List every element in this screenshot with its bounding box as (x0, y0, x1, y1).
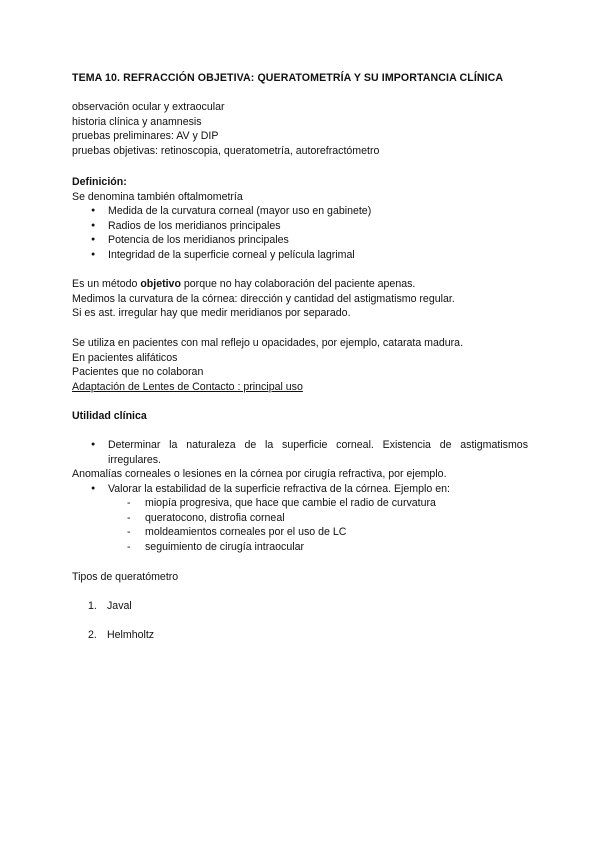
definition-section (72, 175, 530, 204)
utility-bullets-1 (91, 438, 528, 467)
utility-bullets-2 (91, 482, 530, 497)
text-span: porque no hay colaboración del paciente apenas. (180, 278, 416, 290)
usage-paragraph (72, 336, 530, 394)
utility-text: Anomalías corneales o lesiones en la córnea por cirugía refractiva, por ejemplo. (72, 468, 447, 480)
definition-heading: Definición: (72, 176, 127, 188)
list-item: - queratocono, distrofia corneal (127, 511, 436, 526)
list-item: ● Medida de la curvatura corneal (mayor uso en gabinete) (91, 204, 530, 219)
usage-line-3: Pacientes que no colaboran (72, 366, 204, 379)
definition-bullets (91, 204, 530, 262)
list-item: - miopía progresiva, que hace que cambie el radio de curvatura (127, 496, 436, 511)
intro-line: pruebas preliminares: AV y DIP (72, 130, 219, 143)
intro-line: pruebas objetivas: retinoscopia, queratometría, autorefractómetro (72, 144, 380, 157)
item-label: Javal (107, 600, 132, 612)
list-item: ● Radios de los meridianos principales (91, 219, 530, 234)
item-number: 1. (88, 600, 97, 612)
list-item (88, 628, 154, 643)
usage-line-1: Se utiliza en pacientes con mal reflejo u opacidades, por ejemplo, catarata madura. (72, 337, 464, 349)
list-item (88, 599, 132, 614)
method-paragraph (72, 277, 530, 321)
intro-list (72, 100, 530, 158)
item-label: Helmholtz (107, 629, 155, 641)
types-list-2 (88, 628, 154, 643)
text-span: Es un método (72, 278, 141, 290)
method-line-3: Si es ast. irregular hay que medir meridianos por separado. (72, 307, 351, 320)
document-title: TEMA 10. REFRACCIÓN OBJETIVA: QUERATOMETRÍA Y SU IMPORTANCIA CLÍNICA (72, 72, 504, 84)
list-item: - moldeamientos corneales por el uso de LC (127, 525, 436, 540)
intro-line: historia clínica y anamnesis (72, 115, 202, 128)
list-item: ● Integridad de la superficie corneal y película lagrimal (91, 248, 530, 263)
bold-word: objetivo (140, 278, 181, 290)
list-item: ● Determinar la naturaleza de la superficie corneal. Existencia de astigmatismos irregulares. (91, 438, 528, 467)
item-number: 2. (88, 629, 97, 641)
list-item: - seguimiento de cirugía intraocular (127, 540, 436, 555)
types-heading: Tipos de queratómetro (72, 571, 179, 583)
utility-sublist (127, 496, 436, 554)
definition-text: Se denomina también oftalmometría (72, 190, 243, 203)
types-list (88, 599, 132, 614)
usage-line-4: Adaptación de Lentes de Contacto : principal uso (72, 380, 303, 393)
intro-line: observación ocular y extraocular (72, 101, 225, 113)
list-item: ● Potencia de los meridianos principales (91, 233, 530, 248)
method-line-1 (72, 277, 530, 292)
list-item: ● Valorar la estabilidad de la superficie refractiva de la córnea. Ejemplo en: (91, 482, 530, 497)
usage-line-2: En pacientes alifáticos (72, 351, 178, 364)
method-line-2: Medimos la curvatura de la córnea: dirección y cantidad del astigmatismo regular. (72, 292, 455, 305)
utility-heading: Utilidad clínica (72, 410, 147, 422)
